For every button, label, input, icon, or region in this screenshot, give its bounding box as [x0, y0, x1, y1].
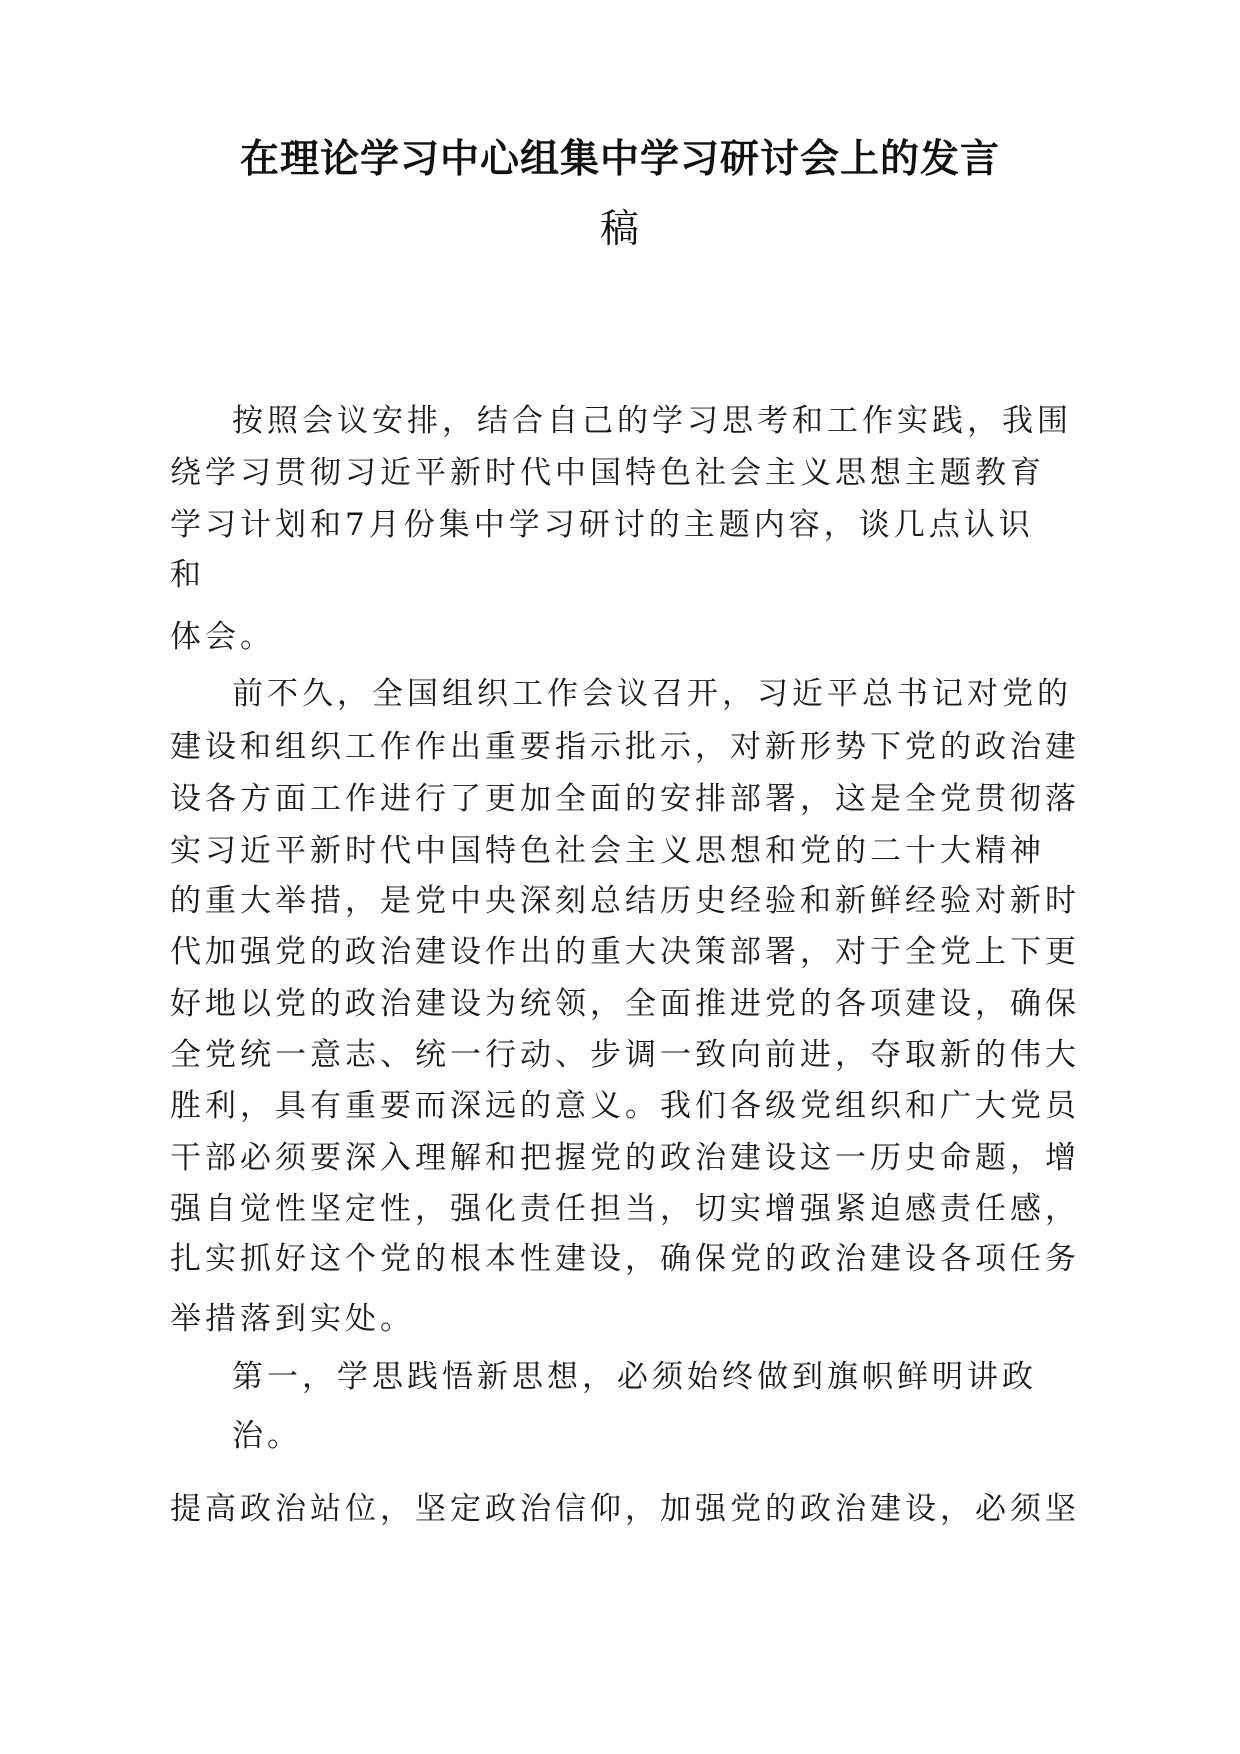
body-line: 胜利，具有重要而深远的意义。我们各级党组织和广大党员 [170, 1088, 1080, 1124]
body-line: 举措落到实处。 [170, 1301, 415, 1337]
body-line: 前不久，全国组织工作会议召开，习近平总书记对党的 [232, 676, 1072, 712]
body-line: 好地以党的政治建设为统领，全面推进党的各项建设，确保 [170, 986, 1080, 1022]
body-line: 学习计划和7月份集中学习研讨的主题内容，谈几点认识 [170, 507, 1034, 543]
body-line: 第一，学思践悟新思想，必须始终做到旗帜鲜明讲政 [232, 1359, 1037, 1395]
body-line: 提高政治站位，坚定政治信仰，加强党的政治建设，必须坚 [170, 1491, 1080, 1527]
body-line: 绕学习贯彻习近平新时代中国特色社会主义思想主题教育 [170, 455, 1045, 491]
body-line: 按照会议安排，结合自己的学习思考和工作实践，我围 [232, 403, 1072, 439]
body-line: 扎实抓好这个党的根本性建设，确保党的政治建设各项任务 [170, 1241, 1080, 1277]
body-line: 实习近平新时代中国特色社会主义思想和党的二十大精神 [170, 833, 1045, 869]
body-line: 和 [170, 557, 205, 593]
document-title-line-1: 在理论学习中心组集中学习研讨会上的发言 [239, 137, 1000, 182]
body-line: 干部必须要深入理解和把握党的政治建设这一历史命题，增 [170, 1140, 1080, 1176]
body-line: 强自觉性坚定性，强化责任担当，切实增强紧迫感责任感， [170, 1191, 1080, 1227]
body-line: 治。 [232, 1418, 302, 1454]
body-line: 建设和组织工作作出重要指示批示，对新形势下党的政治建 [170, 729, 1080, 765]
document-title-line-2: 稿 [599, 207, 640, 252]
body-line: 全党统一意志、统一行动、步调一致向前进，夺取新的伟大 [170, 1037, 1080, 1073]
body-line: 体会。 [170, 619, 275, 655]
body-line: 代加强党的政治建设作出的重大决策部署，对于全党上下更 [170, 934, 1080, 970]
body-line: 设各方面工作进行了更加全面的安排部署，这是全党贯彻落 [170, 781, 1080, 817]
body-line: 的重大举措，是党中央深刻总结历史经验和新鲜经验对新时 [170, 883, 1080, 919]
